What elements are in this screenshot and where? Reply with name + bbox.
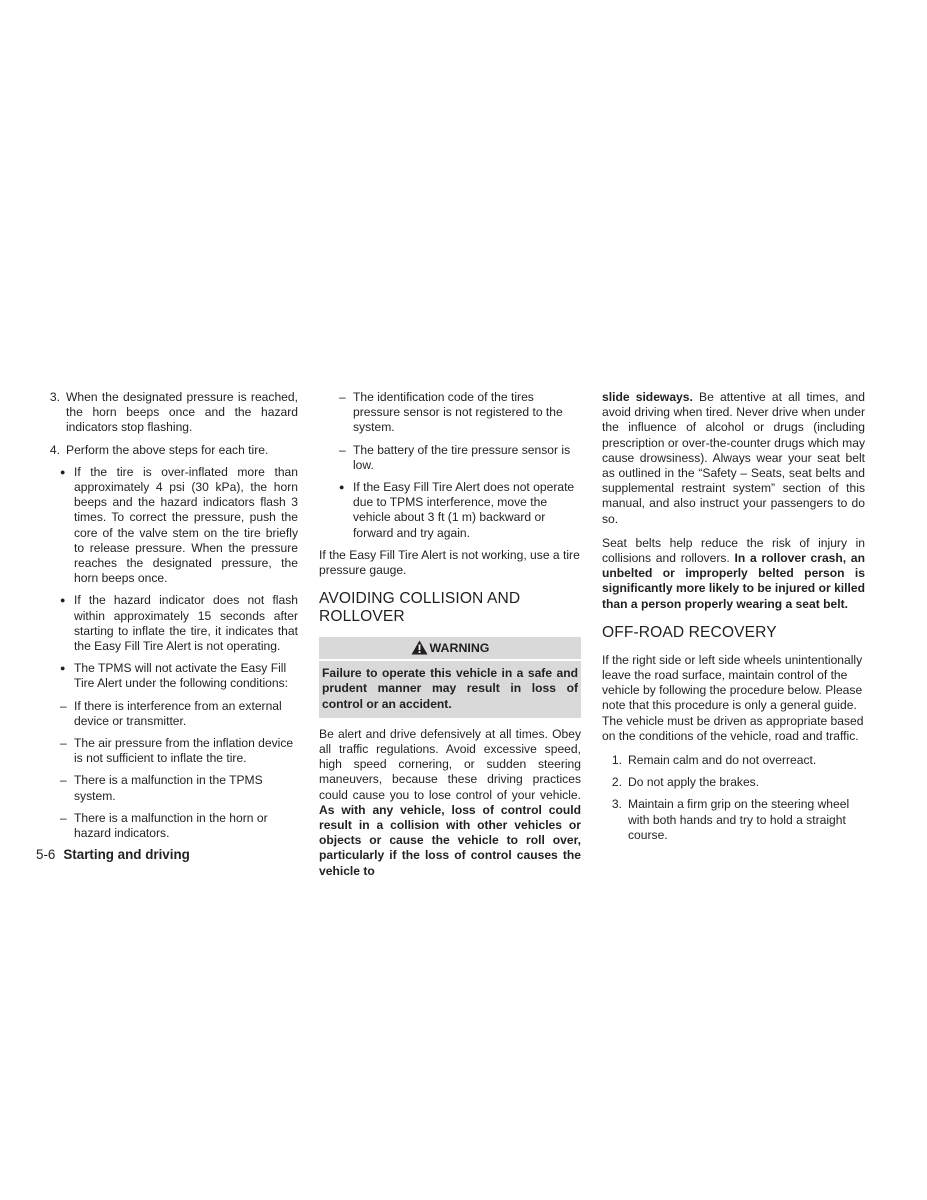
dash-text: The identification code of the tires pressure sensor is not registered to the system. [353,390,563,435]
section-heading-collision: AVOIDING COLLISION AND ROLLOVER [319,590,521,626]
paragraph-attentive [602,390,865,527]
paragraph-plain: Be attentive at all times, and avoid driving when tired. Never drive when under the influence of alcohol or drugs (including prescription or over-the-counter drugs which may cause drowsiness). Always wear your seat belt as outlined in the “Safety – Seats, seat belts and supplemental restraint system” section of this manual, and also instruct your passengers to do so. [602,390,865,526]
paragraph-bold: In a rollover crash, an unbelted or improperly belted person is significantly more likely to be injured or killed than a person properly wearing a seat belt. [602,551,865,611]
bullet-item [60,465,298,587]
dash-icon: – [339,390,346,404]
recovery-step-2 [602,775,865,790]
paragraph-off-road: If the right side or left side wheels unintentionally leave the road surface, maintain control of the vehicle by following the procedure below. Please note that this procedure is only a general guide. The vehicle must be driven as appropriate based on the conditions of the vehicle, road and traffic. [602,652,864,743]
column-middle [319,390,581,879]
bullet-icon: ● [339,482,345,493]
page-number: 5-6 [36,847,56,862]
section-heading-off-road: OFF-ROAD RECOVERY [602,623,777,641]
conditions-list [60,699,298,842]
dash-text: The air pressure from the inflation device is not sufficient to inflate the tire. [74,736,294,766]
paragraph-bold: As with any vehicle, loss of control could result in a collision with other vehicles or objects or cause the vehicle to roll over, particularly if the loss of control causes the vehicle to [319,802,581,878]
column-right [602,390,865,850]
warning-text: Failure to operate this vehicle in a safe and prudent manner may result in loss of control or an accident. [322,666,578,711]
bullet-icon: ● [60,663,66,674]
warning-box [319,637,581,718]
dash-icon: – [60,810,67,825]
dash-text: There is a malfunction in the horn or hazard indicators. [74,810,268,841]
bullet-text: If the hazard indicator does not flash within approximately 15 seconds after starting to inflate the tire, it indicates that the Easy Fill Tire Alert is not operating. [74,593,298,654]
step-number: 3. [49,390,60,404]
column-left [40,390,298,848]
paragraph-plain: Be alert and drive defensively at all times. Obey all traffic regulations. Avoid excessive speed, high speed cornering, or sudden steering maneuvers, because these driving practices could cause you to lose control of your vehicle. [319,726,581,802]
bullet-icon: ● [60,595,66,606]
paragraph: If the Easy Fill Tire Alert is not working, use a tire pressure gauge. [319,547,580,578]
paragraph-drive-defensively [319,727,581,879]
dash-icon: – [60,698,67,713]
section-title: Starting and driving [63,847,190,862]
bullet-text: The TPMS will not activate the Easy Fill Tire Alert under the following conditions: [74,661,288,691]
bullet-item [339,480,581,541]
dash-text: There is a malfunction in the TPMS system. [74,773,263,803]
step-3 [40,390,298,436]
bullet-text: If the Easy Fill Tire Alert does not operate due to TPMS interference, move the vehicle about 3 ft (1 m) backward or forward and try again. [353,480,575,540]
warning-header [319,637,581,661]
dash-text: The battery of the tire pressure sensor is low. [353,442,571,472]
conditions-list-continued [339,390,581,541]
step-text: When the designated pressure is reached, the horn beeps once and the hazard indicators stop flashing. [66,390,298,435]
warning-triangle-icon [411,640,428,655]
dash-item [60,811,298,841]
dash-icon: – [339,442,346,457]
warning-label: WARNING [429,641,490,656]
dash-item [339,443,581,473]
paragraph-bold: slide sideways. [602,390,693,404]
bullet-icon: ● [60,466,66,477]
dash-icon: – [60,773,67,788]
paragraph-seat-belts [602,536,865,612]
step-text: Perform the above steps for each tire. [66,442,269,457]
step-number: 2. [611,775,622,790]
bullet-item [60,661,298,691]
dash-item [339,390,581,436]
bullet-item [60,593,298,654]
step-text: Remain calm and do not overreact. [628,753,817,768]
step-number: 3. [611,797,622,812]
dash-text: If there is interference from an external device or transmitter. [74,698,282,728]
step-text: Do not apply the brakes. [628,775,760,790]
dash-icon: – [60,736,67,751]
dash-item [60,773,298,803]
step-4-sublist [60,465,298,692]
recovery-step-1 [602,753,865,768]
dash-item [60,736,298,766]
step-number: 1. [611,753,622,768]
page-footer [36,846,190,864]
step-text: Maintain a firm grip on the steering wheel with both hands and try to hold a straight course. [628,797,850,842]
step-4 [40,443,298,458]
step-number: 4. [49,442,60,457]
dash-item [60,699,298,729]
paragraph-plain: Seat belts help reduce the risk of injury in collisions and rollovers. [602,535,865,566]
bullet-text: If the tire is over-inflated more than approximately 4 psi (30 kPa), the horn beeps and the hazard indicators flash 3 times. To correct the pressure, push the core of the valve stem on the tire briefly to release pressure. When the pressure reaches the designated pressure, the horn beeps once. [74,464,298,586]
recovery-step-3 [602,797,865,843]
